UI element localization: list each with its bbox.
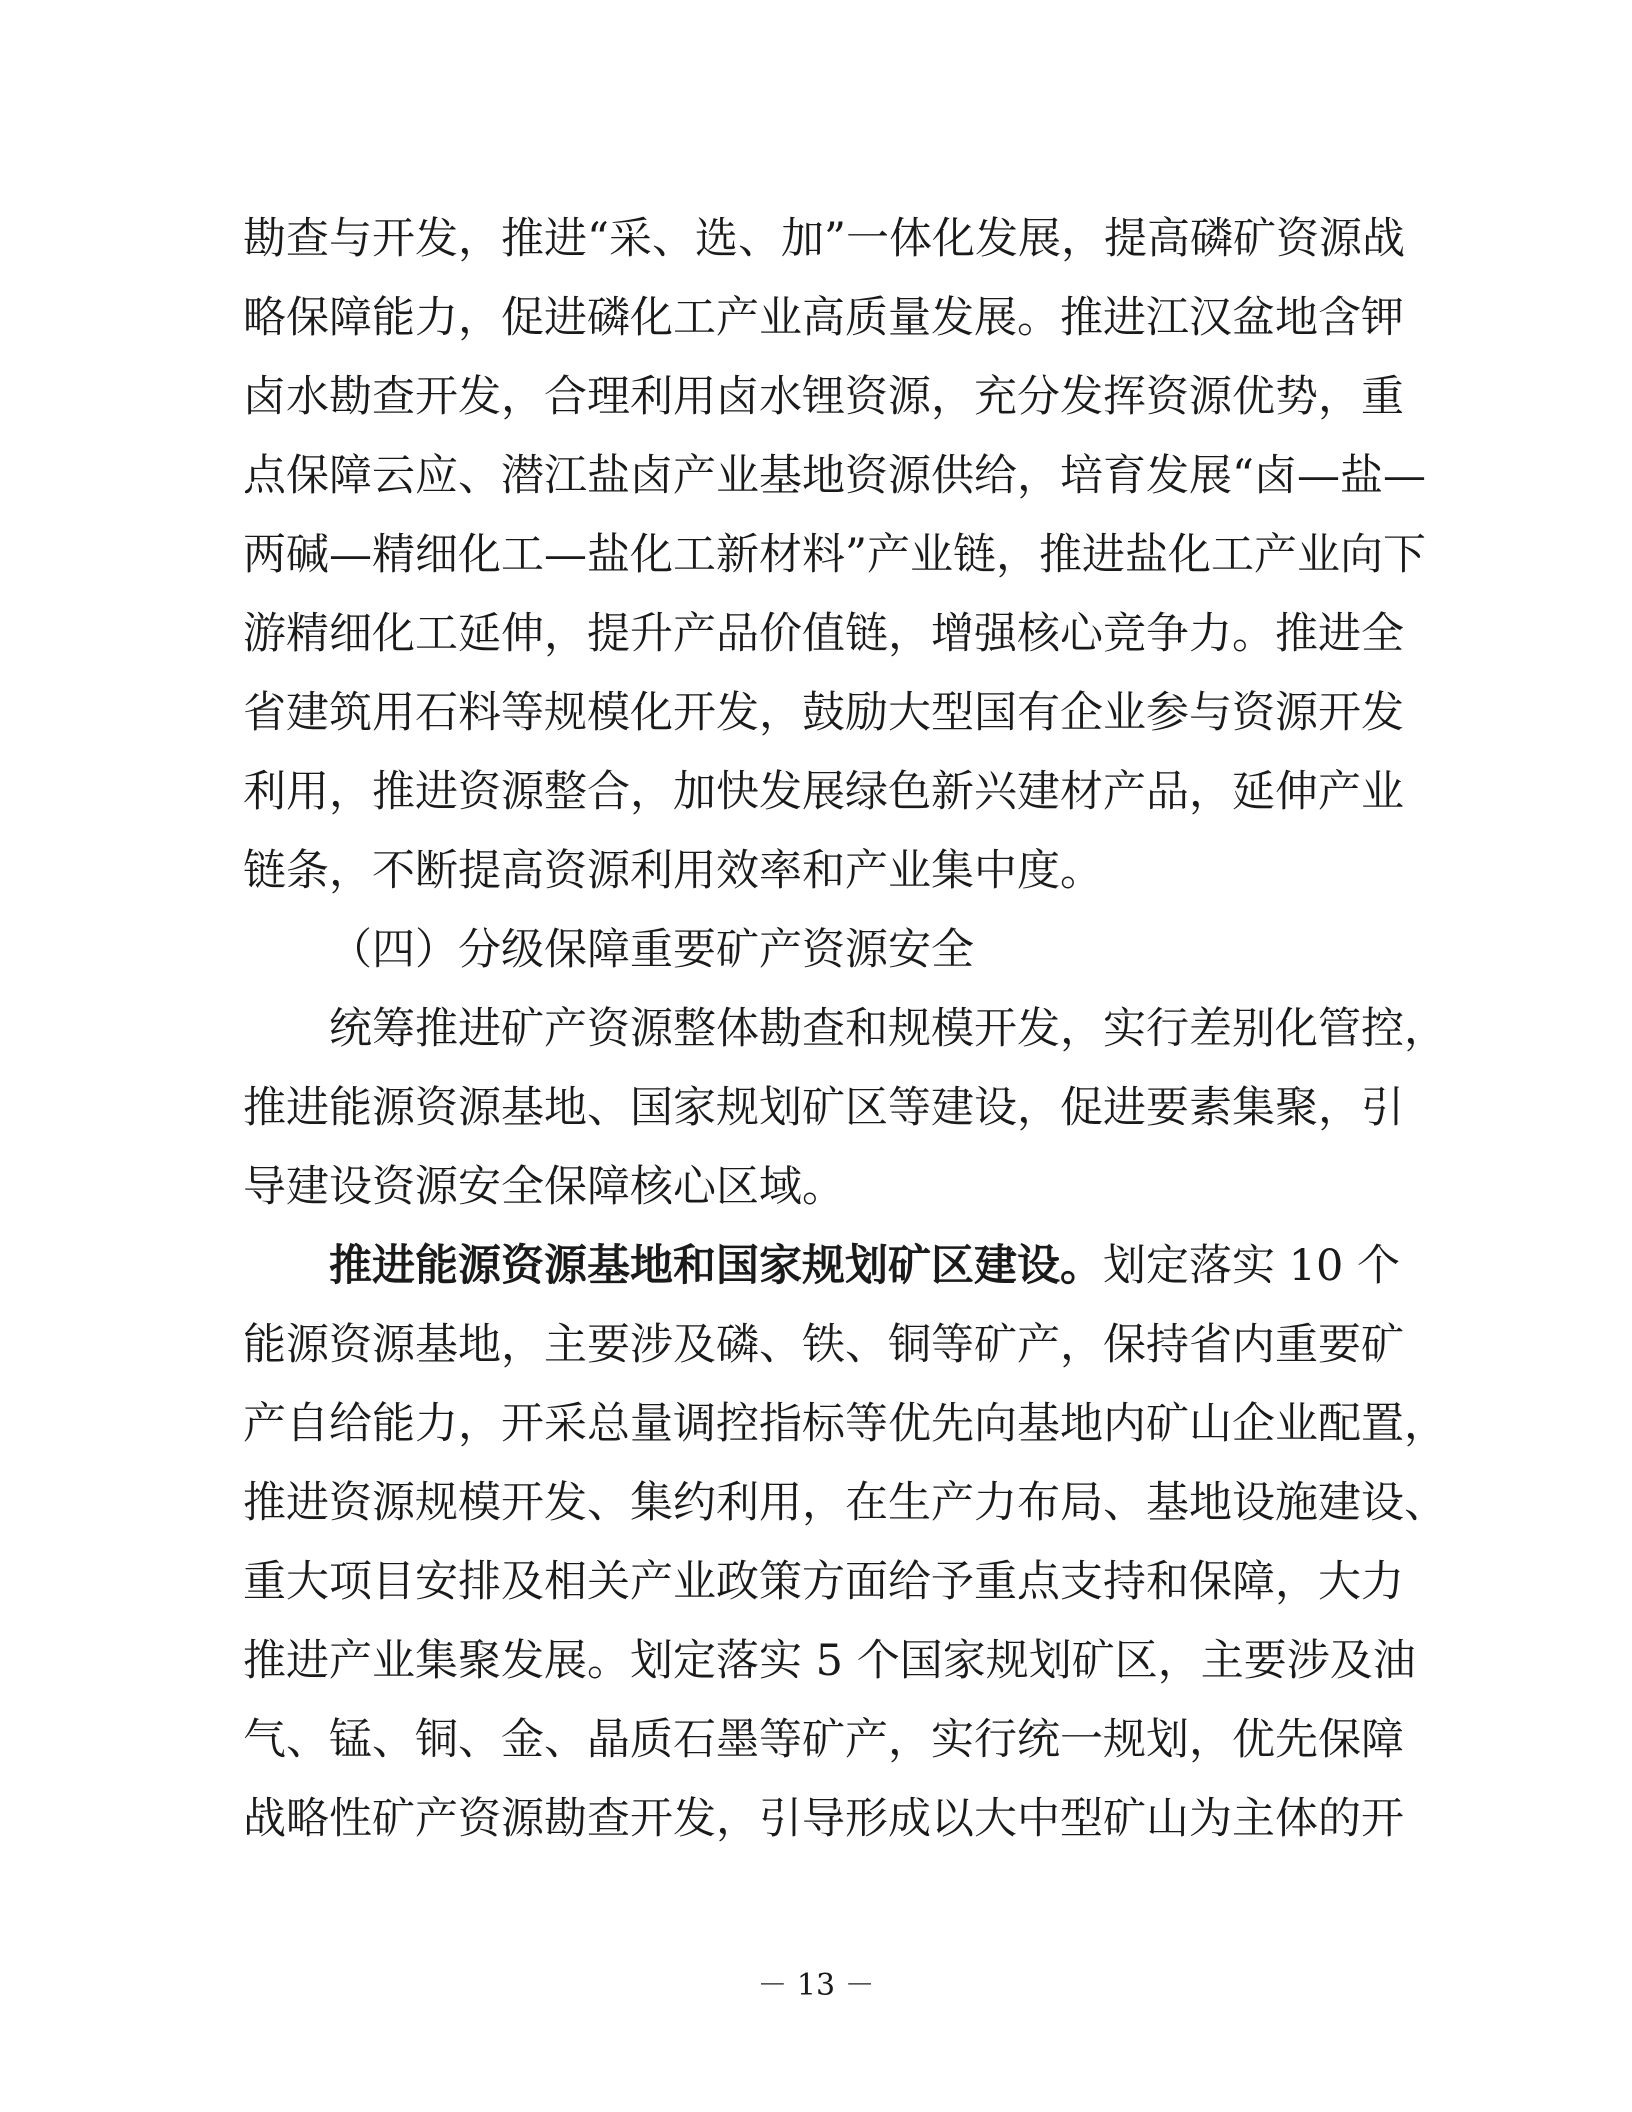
text-line: 能源资源基地，主要涉及磷、铁、铜等矿产，保持省内重要矿 [243, 1320, 1404, 1370]
text-line: 游精细化工延伸，提升产品价值链，增强核心竞争力。推进全 [243, 609, 1404, 659]
text-line: 略保障能力，促进磷化工产业高质量发展。推进江汉盆地含钾 [243, 293, 1404, 343]
paragraph-overall-planning [243, 990, 1447, 1227]
text-line: 产自给能力，开采总量调控指标等优先向基地内矿山企业配置， [243, 1399, 1447, 1449]
text-line: 省建筑用石料等规模化开发，鼓励大型国有企业参与资源开发 [243, 688, 1404, 738]
text-line: 链条，不断提高资源利用效率和产业集中度。 [243, 846, 1103, 896]
text-line: 导建设资源安全保障核心区域。 [243, 1162, 845, 1212]
text-line: 推进产业集聚发展。划定落实 5 个国家规划矿区，主要涉及油 [243, 1636, 1416, 1686]
paragraph-mineral-development [243, 200, 1426, 911]
text-line: 推进能源资源基地、国家规划矿区等建设，促进要素集聚，引 [243, 1083, 1404, 1133]
text-line-with-bold-lead [243, 1227, 1401, 1306]
first-line-rest: 划定落实 10 个 [1103, 1241, 1401, 1291]
text-line: 推进资源规模开发、集约利用，在生产力布局、基地设施建设、 [243, 1478, 1447, 1528]
text-line: 重大项目安排及相关产业政策方面给予重点支持和保障，大力 [243, 1557, 1404, 1607]
text-line: 两碱—精细化工—盐化工新材料”产业链，推进盐化工产业向下 [243, 530, 1426, 580]
text-line: 卤水勘查开发，合理利用卤水锂资源，充分发挥资源优势，重 [243, 372, 1404, 422]
document-body [243, 200, 1447, 1859]
page-number: － 13 － [757, 1968, 875, 2003]
bold-lead-sentence: 推进能源资源基地和国家规划矿区建设。 [329, 1241, 1103, 1291]
text-line: 勘查与开发，推进“采、选、加”一体化发展，提高磷矿资源战 [243, 214, 1405, 264]
section-heading: （四）分级保障重要矿产资源安全 [329, 925, 974, 975]
text-line: 统筹推进矿产资源整体勘查和规模开发，实行差别化管控， [329, 1004, 1447, 1054]
text-line: 利用，推进资源整合，加快发展绿色新兴建材产品，延伸产业 [243, 767, 1404, 817]
paragraph-resource-bases [243, 1227, 1447, 1859]
text-line: 气、锰、铜、金、晶质石墨等矿产，实行统一规划，优先保障 [243, 1715, 1404, 1765]
text-line: 点保障云应、潜江盐卤产业基地资源供给，培育发展“卤—盐— [243, 451, 1426, 501]
text-line: 战略性矿产资源勘查开发，引导形成以大中型矿山为主体的开 [243, 1794, 1404, 1844]
